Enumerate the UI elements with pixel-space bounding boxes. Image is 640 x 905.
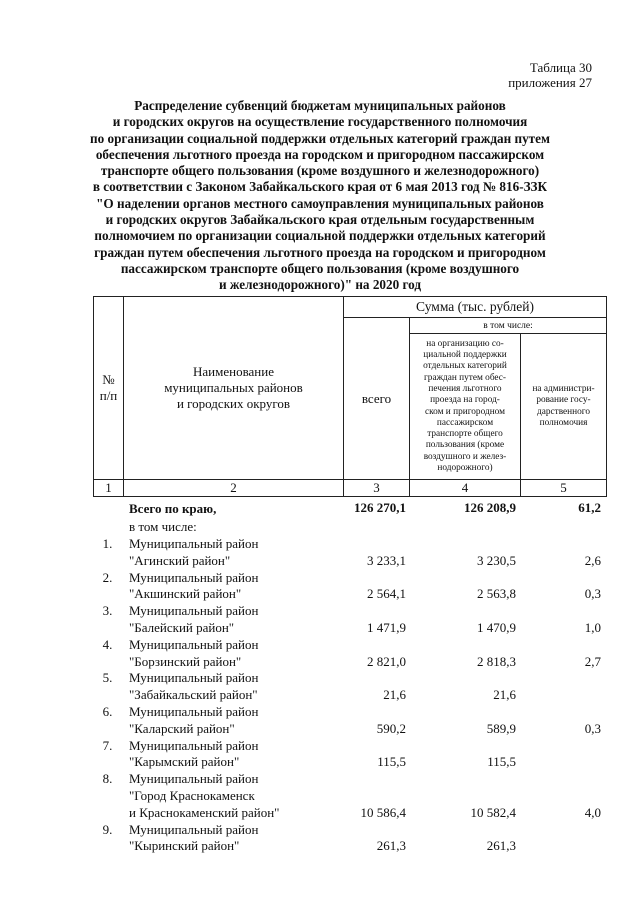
row-admin-value: 2,7: [584, 653, 601, 669]
row-number: 9.: [102, 821, 113, 837]
row-org-value: 1 470,9: [477, 619, 516, 635]
row-number: 8.: [102, 771, 113, 787]
including-row: в том числе:: [129, 519, 197, 534]
row-name: [129, 670, 601, 704]
row-name: [129, 822, 601, 856]
row-total: 2 821,0: [367, 653, 406, 669]
title-line: транспорте общего пользования (кроме воздушного и железнодорожного): [100, 163, 540, 179]
header-text-line: пользования (кроме: [425, 440, 505, 451]
title-line: и городских округов Забайкальского края отдельным государственным: [105, 212, 535, 228]
row-org-value: 261,3: [486, 838, 516, 854]
row-number: 1.: [102, 536, 113, 551]
table-row: [93, 704, 601, 738]
table-row: [93, 603, 601, 637]
title-line: по организации социальной поддержки отдельных категорий граждан путем: [89, 130, 550, 146]
row-name-line: "Агинский район": [129, 552, 231, 568]
row-number: 3.: [102, 603, 113, 619]
row-name: [129, 570, 601, 604]
table-row: [93, 822, 601, 856]
row-admin-value: 0,3: [584, 720, 601, 736]
title-line: граждан путем обеспечения льготного проезда на городском и пригородном: [94, 244, 546, 260]
row-org-value: 21,6: [493, 687, 516, 703]
header-text-line: отдельных категорий: [423, 361, 507, 372]
row-name-line: "Каларский район": [129, 720, 235, 736]
table-row: [93, 771, 601, 821]
row-name: [129, 603, 601, 637]
row-name-line: Муниципальный район: [129, 569, 259, 585]
row-name: [129, 738, 601, 772]
header-text-line: проезда на город-: [430, 395, 500, 406]
table-row: [93, 738, 601, 772]
row-name-line: Муниципальный район: [129, 536, 259, 551]
col-org-header: [410, 334, 521, 480]
appendix-number: приложения 27: [508, 75, 592, 90]
header-text-line: граждан путем обес-: [423, 372, 507, 383]
row-total: 2 564,1: [367, 586, 406, 602]
title-line: и железнодорожного)" на 2020 год: [218, 277, 422, 293]
header-text-line: печения льготного: [428, 383, 502, 394]
header-text-line: на организацию со-: [426, 338, 504, 349]
table-header: [93, 296, 607, 497]
row-name-line: "Балейский район": [129, 619, 235, 635]
row-name-line: Муниципальный район: [129, 670, 259, 686]
title-line: Распределение субвенций бюджетам муниципальных районов: [134, 98, 506, 113]
row-name-line: "Город Краснокаменск: [129, 787, 255, 803]
row-name: [129, 536, 601, 570]
row-name: [129, 704, 601, 738]
row-admin-value: 0,3: [584, 586, 601, 602]
row-number: 4.: [102, 636, 113, 652]
col-no-header: № п/п: [94, 297, 124, 480]
title-line: "О наделении органов местного самоуправления муниципальных районов: [96, 195, 544, 211]
title-line: и городских округов на осуществление государственного полномочия: [112, 114, 528, 130]
header-text-line: рование госу-: [536, 395, 591, 406]
row-name-line: "Забайкальский район": [129, 687, 258, 703]
table-body: [93, 500, 601, 855]
row-admin-value: 2,6: [584, 552, 601, 568]
row-name-line: "Карымский район": [129, 754, 240, 770]
column-numbers-row: 1 2 3 4 5: [94, 480, 607, 497]
col-total-header: всего: [344, 318, 410, 480]
row-name-line: Муниципальный район: [129, 737, 259, 753]
row-total: 1 471,9: [367, 619, 406, 635]
table-row: [93, 536, 601, 570]
row-total: 21,6: [383, 687, 406, 703]
col-including-header: в том числе:: [410, 318, 607, 334]
title-line: обеспечения льготного проезда на городском и пригородном пассажирском: [95, 146, 545, 162]
header-text-line: полномочия: [539, 417, 588, 428]
title-line: в соответствии с Законом Забайкальского края от 6 мая 2013 год № 816-ЗЗК: [92, 179, 548, 195]
row-name-line: Муниципальный район: [129, 771, 259, 787]
row-total: 261,3: [376, 838, 406, 854]
row-number: 2.: [102, 569, 113, 585]
document-title: [70, 98, 570, 294]
row-org-value: 115,5: [487, 754, 516, 770]
table-row: [93, 570, 601, 604]
row-name-line: Муниципальный район: [129, 821, 259, 837]
row-name-line: "Кыринский район": [129, 838, 240, 854]
row-org-value: 2 818,3: [477, 653, 516, 669]
row-total: 3 233,1: [367, 552, 406, 568]
row-total: 10 586,4: [360, 804, 406, 820]
row-name-line: и Краснокаменский район": [129, 804, 280, 820]
table-reference: [508, 60, 592, 90]
row-org-value: 3 230,5: [477, 552, 516, 568]
table-number: Таблица 30: [529, 60, 592, 75]
row-name-line: "Акшинский район": [129, 586, 242, 602]
header-text-line: дарственного: [537, 406, 590, 417]
header-text-line: транспорте общего: [427, 429, 503, 440]
col-admin-header: [521, 334, 607, 480]
title-line: пассажирском транспорте общего пользования (кроме воздушного: [120, 260, 520, 276]
col-name-header: Наименование муниципальных районов и городских округов: [124, 297, 344, 480]
row-number: 5.: [102, 670, 113, 686]
row-org-value: 10 582,4: [470, 804, 516, 820]
row-total: 115,5: [377, 754, 406, 770]
row-admin-value: 4,0: [584, 804, 601, 820]
row-name-line: Муниципальный район: [129, 636, 259, 652]
row-admin-value: 1,0: [584, 619, 601, 635]
row-org-value: 589,9: [486, 720, 516, 736]
header-text-line: циальной поддержки: [423, 350, 507, 361]
header-text-line: воздушного и желез-: [423, 451, 507, 462]
title-line: полномочием по организации социальной поддержки отдельных категорий: [94, 228, 546, 244]
table-row: [93, 637, 601, 671]
row-number: 7.: [102, 737, 113, 753]
header-text-line: ском и пригородном: [424, 406, 506, 417]
table-row: [93, 670, 601, 704]
data-rows: [93, 536, 601, 855]
row-name-line: Муниципальный район: [129, 703, 259, 719]
row-number: 6.: [102, 703, 113, 719]
row-org-value: 2 563,8: [477, 586, 516, 602]
row-name-line: "Борзинский район": [129, 653, 242, 669]
header-text-line: пассажирском: [436, 417, 494, 428]
row-name-line: Муниципальный район: [129, 603, 259, 619]
header-text-line: нодорожного): [437, 462, 493, 473]
total-row: Всего по краю, 126 270,1 126 208,9 61,2: [129, 500, 601, 516]
col-sum-header: Сумма (тыс. рублей): [344, 297, 607, 318]
header-text-line: на администри-: [532, 383, 595, 394]
row-name: [129, 637, 601, 671]
row-total: 590,2: [376, 720, 406, 736]
